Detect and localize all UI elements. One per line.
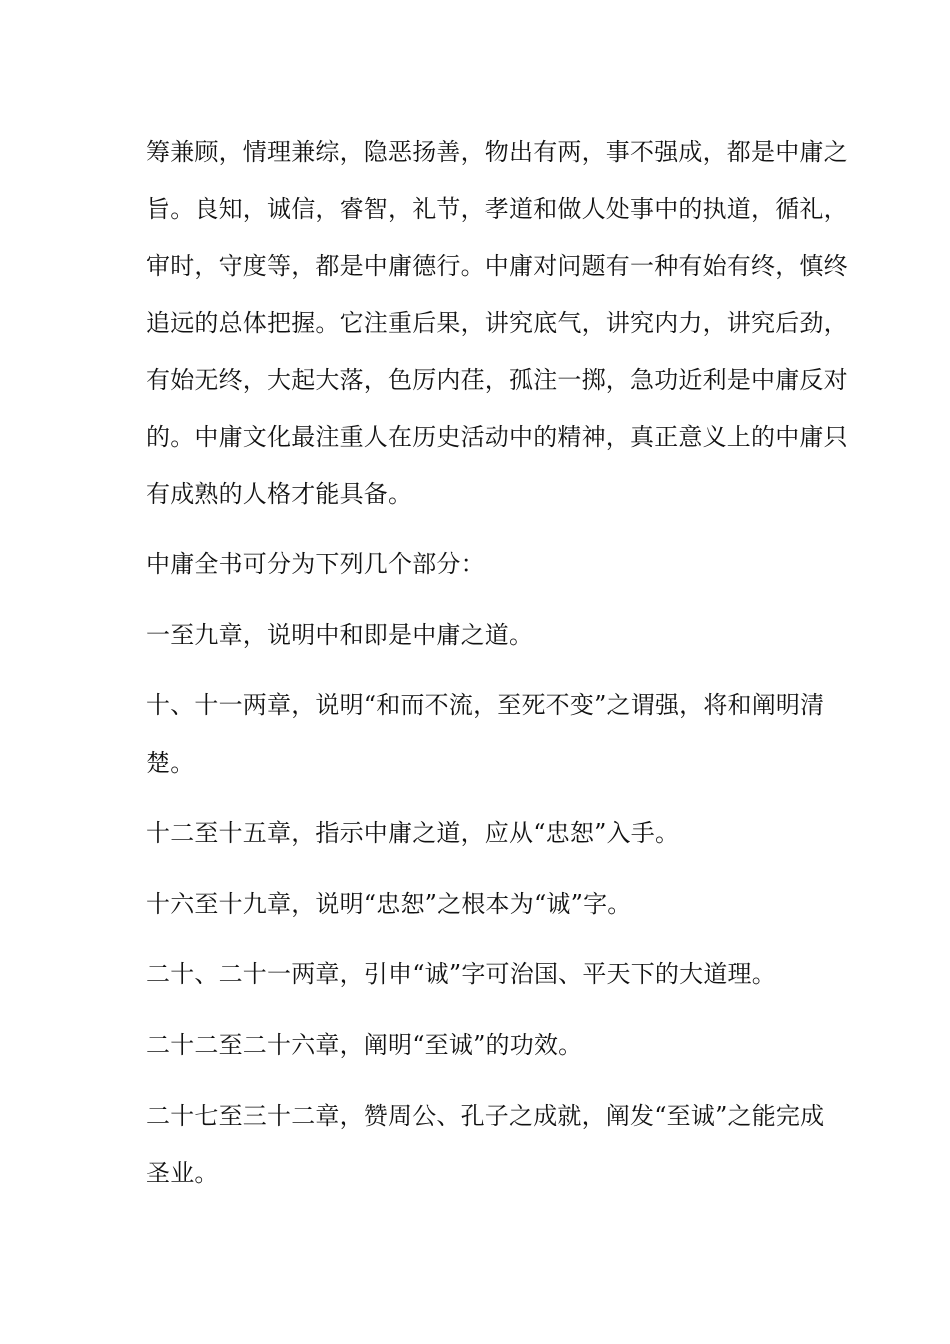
text-line: 有始无终，大起大落，色厉内荏，孤注一掷，急功近利是中庸反对 [146, 366, 848, 394]
text-line: 圣业。 [146, 1159, 219, 1187]
text-line: 楚。 [146, 749, 195, 777]
text-line: 二十、二十一两章，引申“诚”字可治国、平天下的大道理。 [146, 960, 776, 988]
text-line: 二十二至二十六章，阐明“至诚”的功效。 [146, 1031, 583, 1059]
text-line: 追远的总体把握。它注重后果，讲究底气，讲究内力，讲究后劲， [146, 309, 848, 337]
text-line: 有成熟的人格才能具备。 [146, 480, 413, 508]
text-line: 审时，守度等，都是中庸德行。中庸对问题有一种有始有终，慎终 [146, 252, 848, 280]
text-line: 旨。良知，诚信，睿智，礼节，孝道和做人处事中的执道，循礼， [146, 195, 848, 223]
text-line: 二十七至三十二章，赞周公、孔子之成就，阐发“至诚”之能完成 [146, 1102, 825, 1130]
text-line: 十六至十九章，说明“忠恕”之根本为“诚”字。 [146, 890, 632, 918]
text-line: 十二至十五章，指示中庸之道，应从“忠恕”入手。 [146, 819, 680, 847]
text-line: 十、十一两章，说明“和而不流，至死不变”之谓强，将和阐明清 [146, 691, 825, 719]
text-line: 中庸全书可分为下列几个部分： [146, 550, 485, 578]
text-line: 筹兼顾，情理兼综，隐恶扬善，物出有两，事不强成，都是中庸之 [146, 138, 848, 166]
text-line: 的。中庸文化最注重人在历史活动中的精神，真正意义上的中庸只 [146, 423, 848, 451]
text-line: 一至九章，说明中和即是中庸之道。 [146, 621, 534, 649]
